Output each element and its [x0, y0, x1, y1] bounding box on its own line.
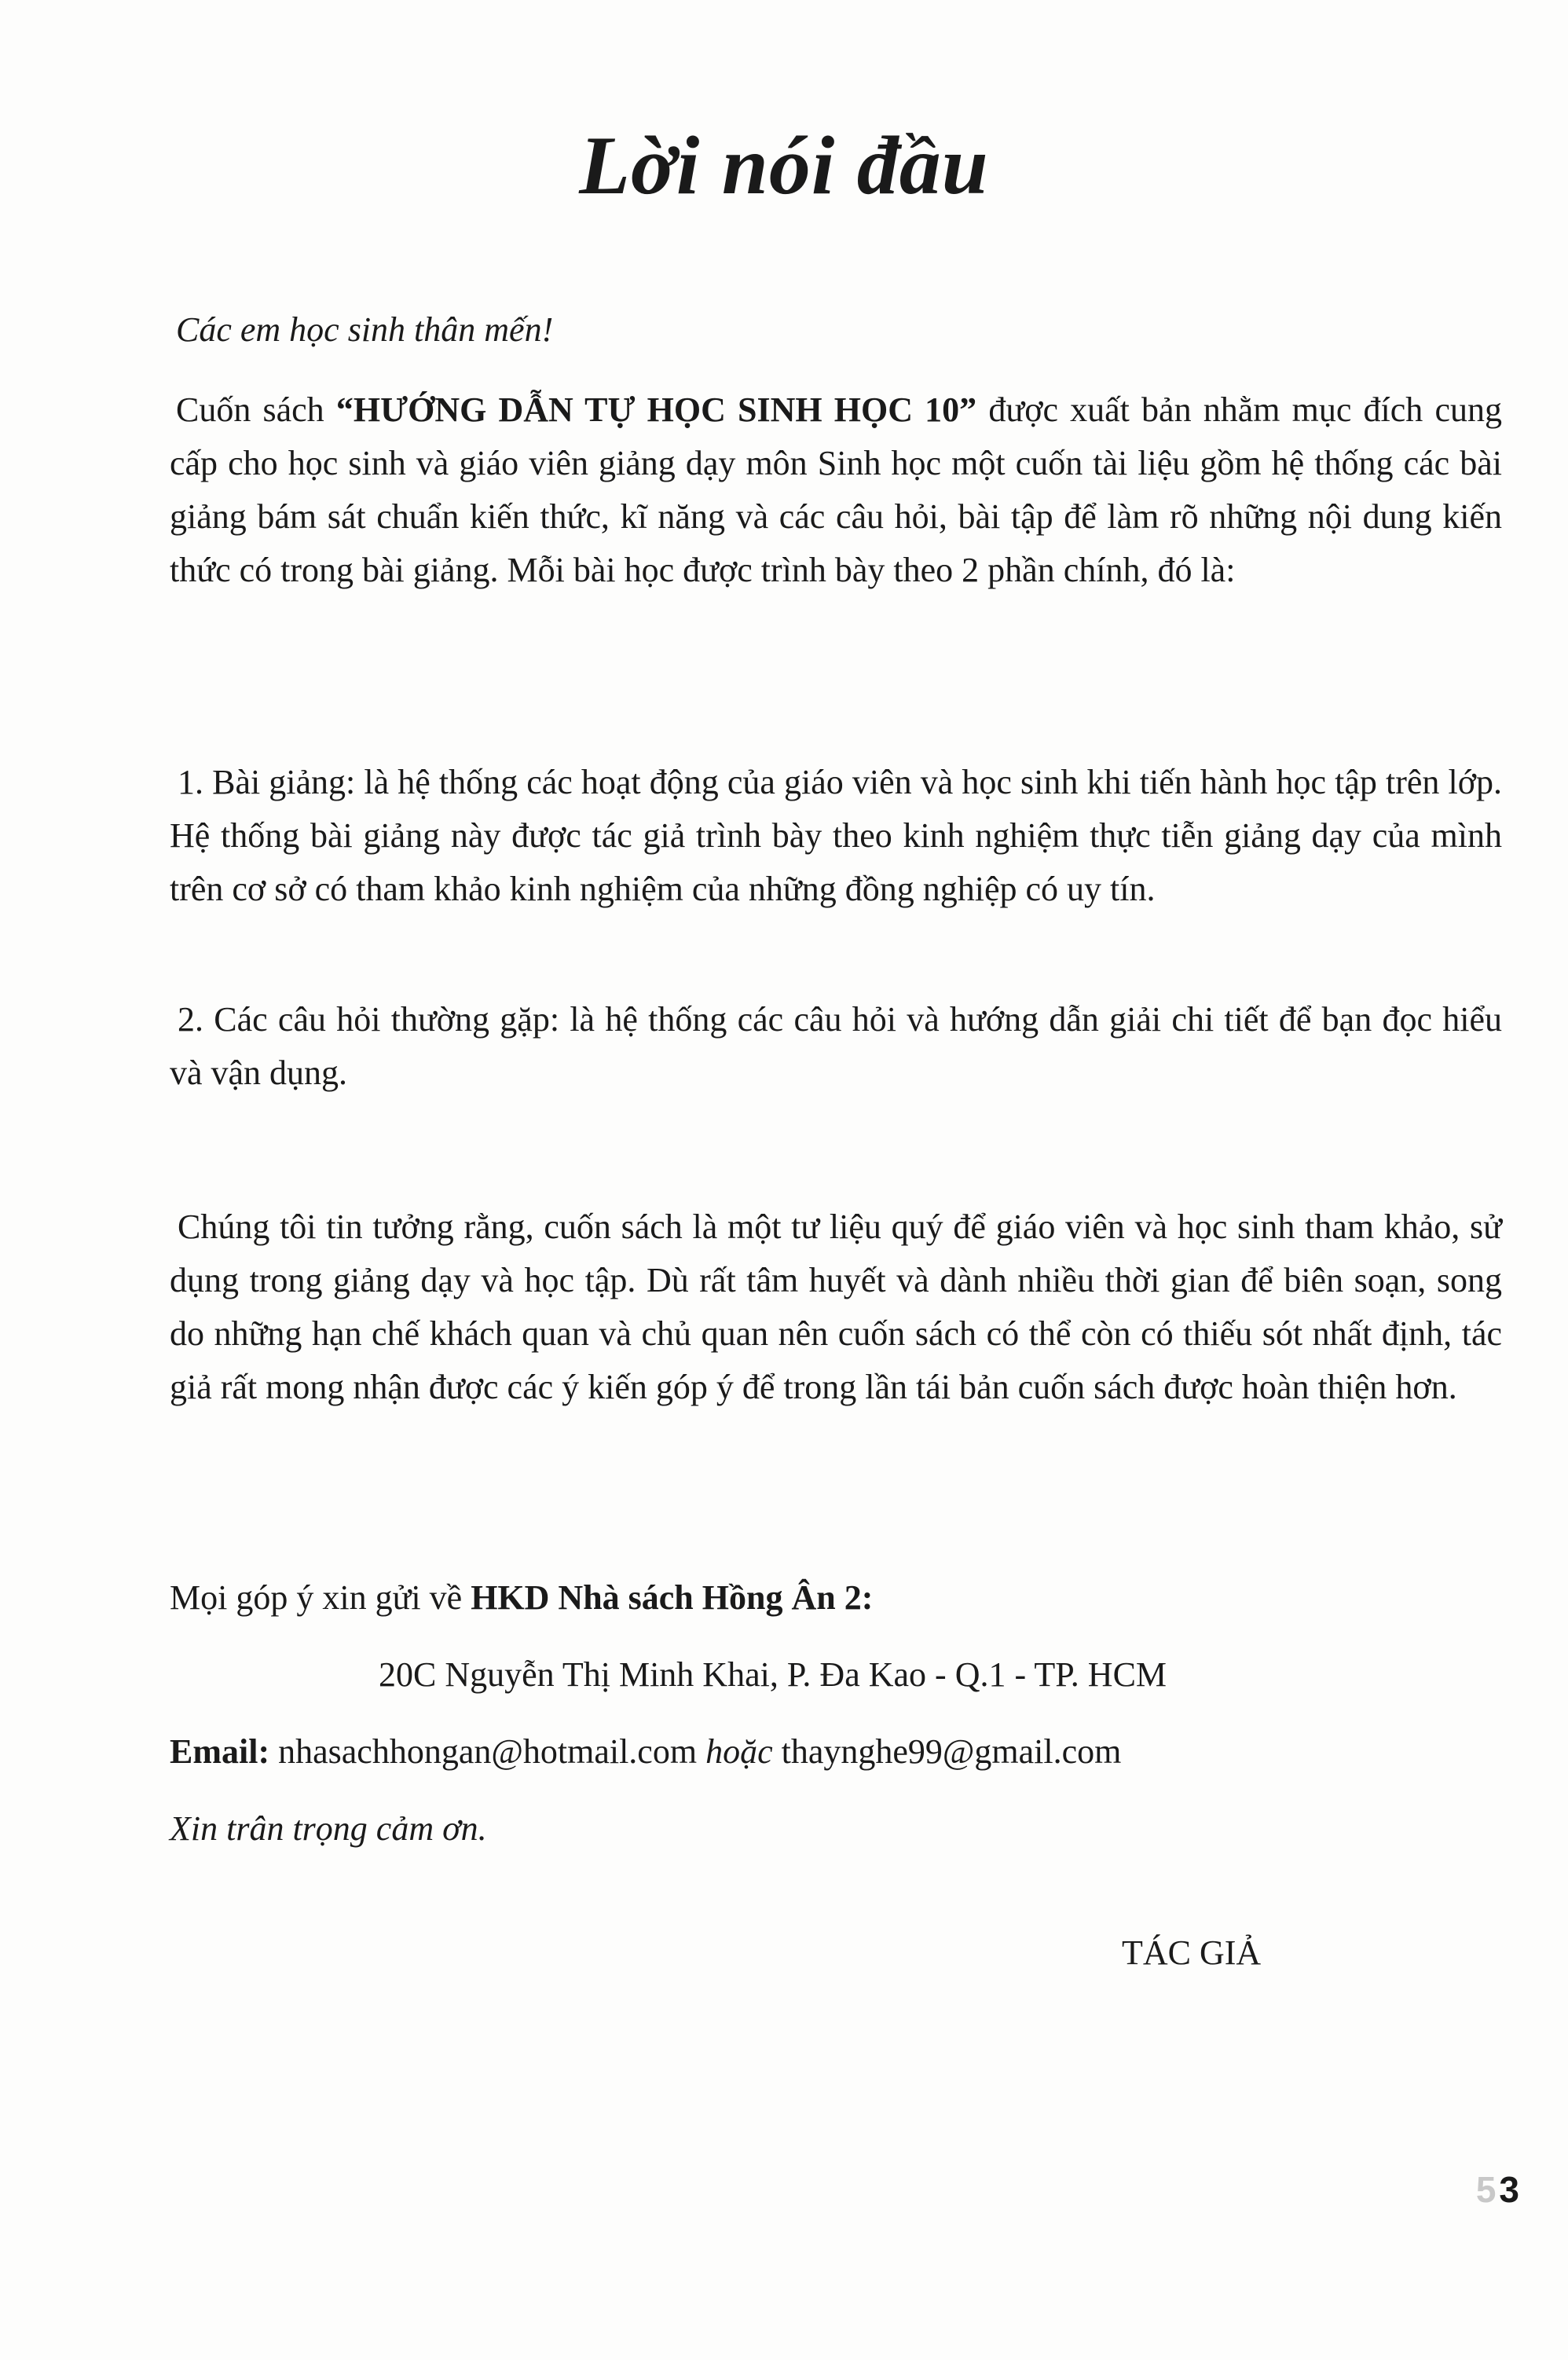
page-number: [1476, 2168, 1519, 2211]
contact-address: 20C Nguyễn Thị Minh Khai, P. Đa Kao - Q.1 - TP. HCM: [379, 1655, 1167, 1694]
email-1: nhasachhongan@hotmail.com: [269, 1732, 706, 1771]
item-questions-text: 2. Các câu hỏi thường gặp: là hệ thống các câu hỏi và hướng dẫn giải chi tiết để bạn đọc hiểu và vận dụng.: [170, 1000, 1502, 1092]
contact-email-line: [170, 1725, 1121, 1779]
item-lectures: [170, 756, 1502, 916]
contact-lead: Mọi góp ý xin gửi về: [170, 1578, 471, 1617]
email-or: hoặc: [705, 1732, 773, 1771]
thanks-line: Xin trân trọng cảm ơn.: [170, 1809, 487, 1848]
contact-line: [170, 1571, 873, 1625]
email-2: thaynghe99@gmail.com: [772, 1732, 1122, 1771]
closing-paragraph-text: Chúng tôi tin tưởng rằng, cuốn sách là một tư liệu quý để giáo viên và học sinh tham khảo, sử dụng trong giảng dạy và học tập. Dù rất tâm huyết và dành nhiều thời gian để biên soạn, song do những hạn chế khách quan và chủ quan nên cuốn sách có thể còn có thiếu sót nhất định, tác giả rất mong nhận được các ý kiến góp ý để trong lần tái bản cuốn sách được hoàn thiện hơn.: [170, 1207, 1502, 1406]
intro-rest: được xuất bản nhằm mục đích cung cấp cho học sinh và giáo viên giảng dạy môn Sinh học một cuốn tài liệu gồm hệ thống các bài giảng bám sát chuẩn kiến thức, kĩ năng và các câu hỏi, bài tập để làm rõ những nội dung kiến thức có trong bài giảng. Mỗi bài học được trình bày theo 2 phần chính, đó là:: [170, 390, 1502, 589]
page-title: Lời nói đầu: [579, 119, 989, 211]
email-label: Email:: [170, 1732, 270, 1771]
item-lectures-text: 1. Bài giảng: là hệ thống các hoạt động của giáo viên và học sinh khi tiến hành học tập trên lớp. Hệ thống bài giảng này được tác giả trình bày theo kinh nghiệm thực tiễn giảng dạy của mình trên cơ sở có tham khảo kinh nghiệm của những đồng nghiệp có uy tín.: [170, 763, 1502, 908]
page-number-ghost: 5: [1475, 2169, 1497, 2210]
contact-org: HKD Nhà sách Hồng Ân 2:: [471, 1578, 874, 1617]
item-questions: [170, 993, 1502, 1100]
closing-paragraph: [170, 1200, 1502, 1414]
author-signoff: TÁC GIẢ: [1122, 1933, 1262, 1972]
intro-prefix: Cuốn sách: [176, 390, 336, 429]
page-number-value: 3: [1499, 2169, 1519, 2210]
book-title: “HƯỚNG DẪN TỰ HỌC SINH HỌC 10”: [335, 390, 977, 429]
intro-paragraph: [170, 383, 1502, 597]
greeting: Các em học sinh thân mến!: [176, 310, 554, 349]
